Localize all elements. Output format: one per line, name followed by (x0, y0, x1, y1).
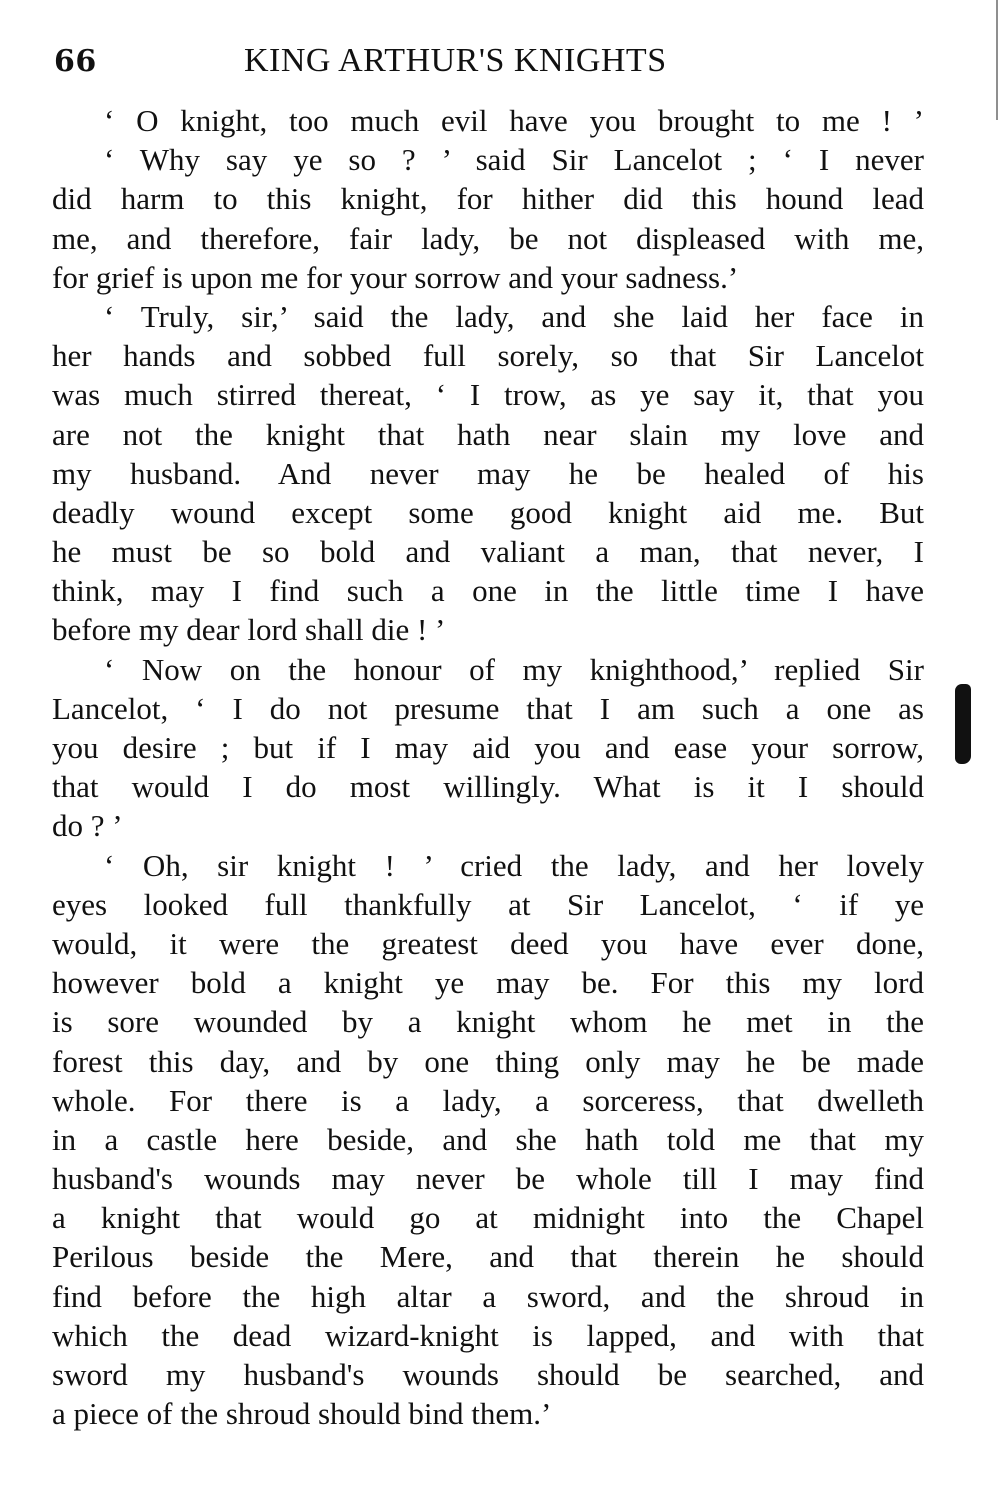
text-line: ‘ O knight, too much evil have you brought to me ! ’ (104, 103, 924, 138)
text-line: whole. For there is a lady, a sorceress, that dwelleth (52, 1082, 924, 1118)
text-line: in a castle here beside, and she hath told me that my (52, 1121, 924, 1157)
text-line: was much stirred thereat, ‘ I trow, as ye say it, that you (52, 377, 924, 413)
text-line: her hands and sobbed full sorely, so that Sir Lancelot (52, 338, 924, 374)
text-line: find before the high altar a sword, and the shroud in (52, 1278, 924, 1314)
text-line: husband's wounds may never be whole till I may find (52, 1161, 924, 1197)
text-line: deadly wound except some good knight aid me. But (52, 494, 924, 530)
text-line: think, may I find such a one in the little time I have (52, 573, 924, 609)
text-line: ‘ Why say ye so ? ’ said Sir Lancelot ; ‘ I never (104, 142, 924, 178)
text-line: Lancelot, ‘ I do not presume that I am such a one as (52, 690, 924, 726)
text-line: before my dear lord shall die ! ’ (52, 612, 446, 648)
text-line: forest this day, and by one thing only may he be made (52, 1043, 924, 1079)
text-line: a piece of the shroud should bind them.’ (52, 1396, 552, 1432)
text-line: would, it were the greatest deed you have ever done, (52, 925, 924, 961)
page-number: 66 (54, 44, 97, 79)
text-line: for grief is upon me for your sorrow and your sadness.’ (52, 259, 739, 295)
text-line: do ? ’ (52, 808, 123, 844)
text-line: did harm to this knight, for hither did this hound lead (52, 181, 924, 217)
ink-blot-mark (955, 684, 971, 764)
page-header (54, 38, 924, 88)
body-text (52, 101, 924, 1433)
text-line: my husband. And never may he be healed of his (52, 455, 924, 491)
text-line: which the dead wizard-knight is lapped, and with that (52, 1317, 924, 1353)
text-line: ‘ Truly, sir,’ said the lady, and she laid her face in (104, 298, 924, 334)
text-line: is sore wounded by a knight whom he met in the (52, 1004, 924, 1040)
text-line: sword my husband's wounds should be searched, and (52, 1357, 924, 1392)
text-line: ‘ Oh, sir knight ! ’ cried the lady, and her lovely (104, 847, 924, 883)
text-line: me, and therefore, fair lady, be not displeased with me, (52, 220, 924, 256)
text-line: he must be so bold and valiant a man, that never, I (52, 534, 924, 570)
text-line: that would I do most willingly. What is it I should (52, 769, 924, 805)
text-line: a knight that would go at midnight into the Chapel (52, 1200, 924, 1236)
text-line: ‘ Now on the honour of my knighthood,’ replied Sir (104, 651, 924, 687)
text-line: eyes looked full thankfully at Sir Lancelot, ‘ if ye (52, 886, 924, 922)
text-line: are not the knight that hath near slain my love and (52, 416, 924, 452)
text-line: however bold a knight ye may be. For this my lord (52, 965, 924, 1001)
text-line: Perilous beside the Mere, and that therein he should (52, 1239, 924, 1275)
text-line: you desire ; but if I may aid you and ease your sorrow, (52, 730, 924, 765)
running-title: KING ARTHUR'S KNIGHTS (244, 42, 667, 79)
page-edge-shadow (996, 0, 998, 120)
